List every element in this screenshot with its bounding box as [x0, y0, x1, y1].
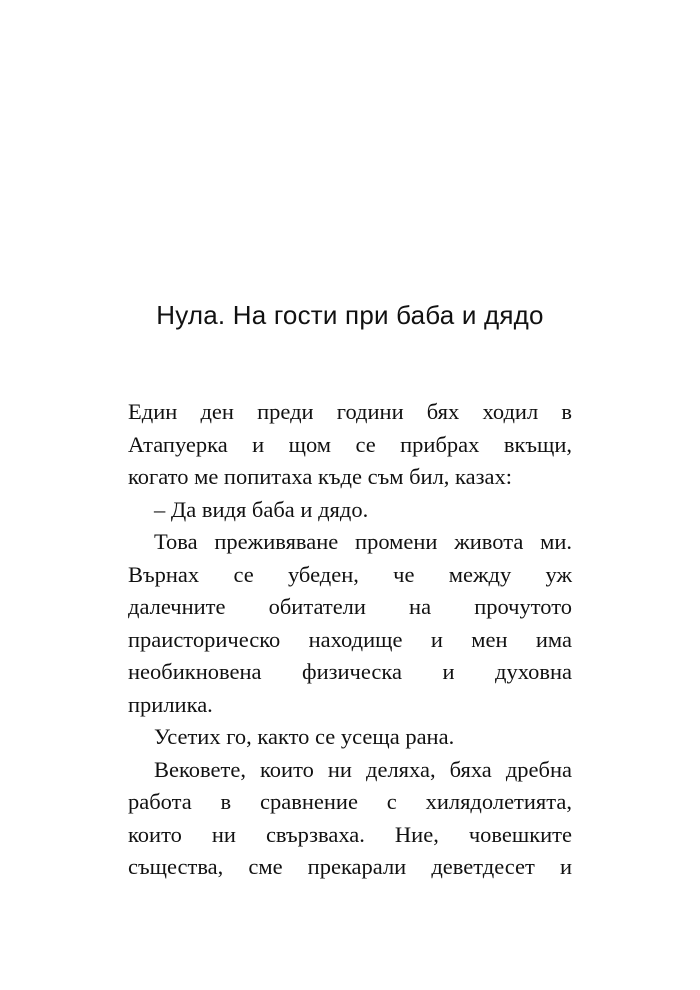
text-line: далечните обитатели на прочутото — [128, 594, 572, 619]
text-line: които ни свързваха. Ние, човешките — [128, 821, 572, 847]
text-line: когато ме попитаха къде съм бил, казах: — [128, 464, 512, 489]
text-line: Усетих го, както се усеща рана. — [154, 724, 455, 749]
chapter-title: Нула. На гости при баба и дядо — [156, 300, 544, 330]
text-line: прилика. — [128, 691, 213, 717]
text-line: Атапуерка и щом се прибрах вкъщи, — [128, 431, 572, 457]
text-line: работа в сравнение с хилядолетията, — [128, 789, 572, 814]
text-line: необикновена физическа и духовна — [128, 659, 572, 684]
text-line: същества, сме прекарали деветдесет и — [128, 854, 572, 879]
text-line: Вековете, които ни деляха, бяха дребна — [154, 756, 572, 782]
text-line: Един ден преди години бях ходил в — [128, 399, 572, 424]
text-line: Това преживяване промени живота ми. — [154, 529, 572, 554]
text-line: – Да видя баба и дядо. — [154, 496, 369, 522]
text-line: Върнах се убеден, че между уж — [128, 561, 572, 587]
text-line: праисторическо находище и мен има — [128, 626, 572, 652]
body-text — [128, 396, 572, 884]
